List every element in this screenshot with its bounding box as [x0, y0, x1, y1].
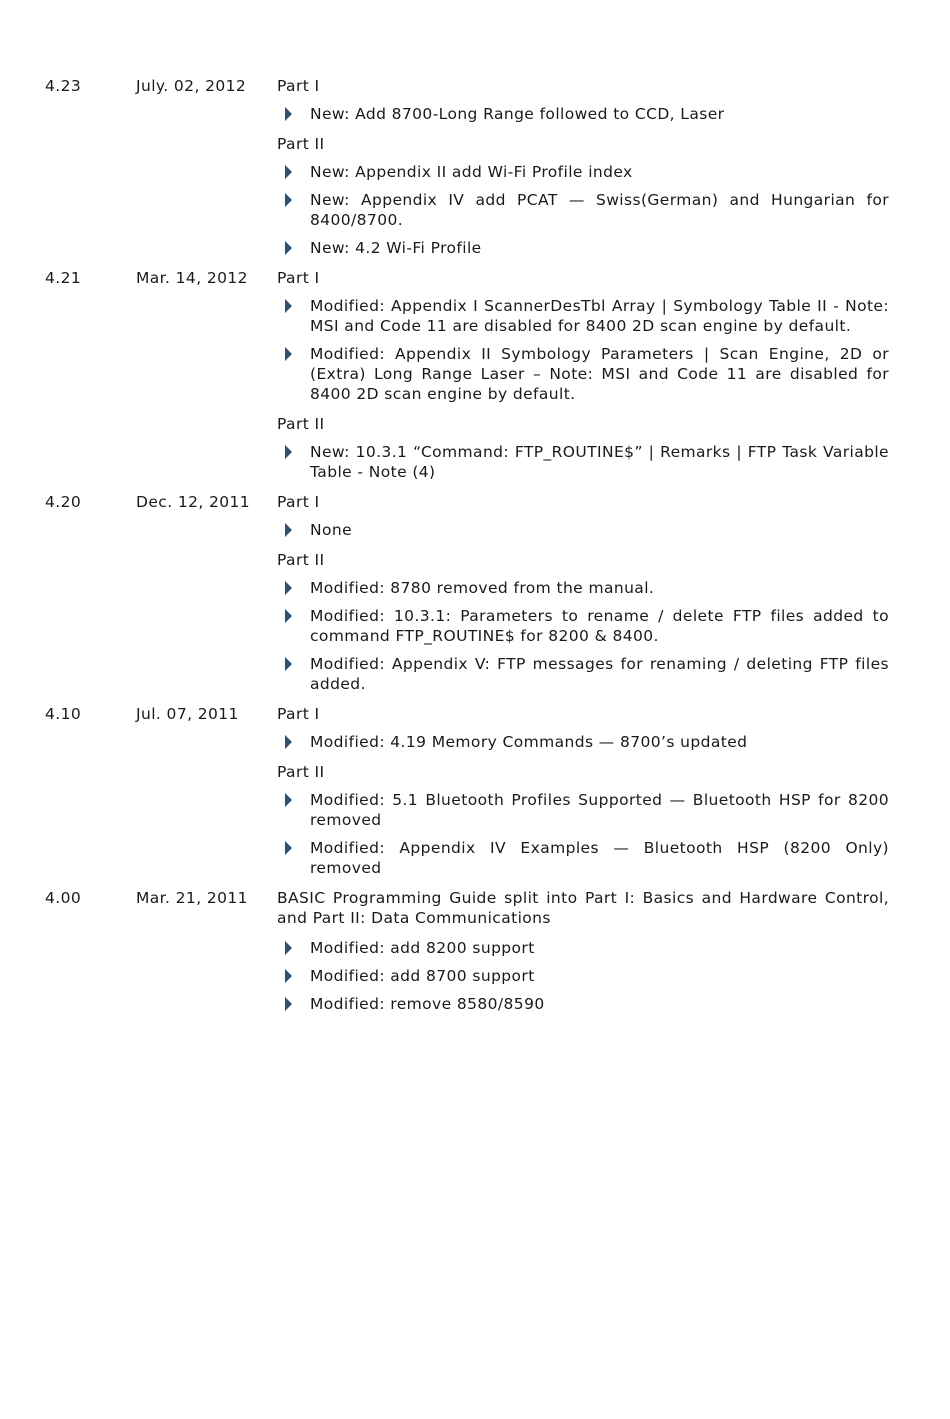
bullet-arrow-icon — [285, 609, 292, 623]
section-header: Part I — [277, 705, 320, 723]
list-item — [277, 790, 889, 838]
list-item — [277, 838, 889, 886]
bullet-arrow-icon — [285, 107, 292, 121]
section-header: Part I — [277, 77, 320, 95]
list-item — [277, 994, 889, 1022]
revision-date: Dec. 12, 2011 — [136, 493, 251, 511]
item-text: Modified: add 8700 support — [310, 967, 535, 985]
item-text: Modified: 8780 removed from the manual. — [310, 579, 655, 597]
item-text: Modified: add 8200 support — [310, 939, 535, 957]
revision-history — [0, 74, 950, 1022]
version-number: 4.21 — [45, 269, 82, 287]
revision-entry — [0, 266, 950, 490]
bullet-arrow-icon — [285, 969, 292, 983]
bullet-arrow-icon — [285, 445, 292, 459]
version-number: 4.10 — [45, 705, 82, 723]
bullet-arrow-icon — [285, 841, 292, 855]
item-text: Modified: 10.3.1: Parameters to rename / delete FTP files added to command FTP_ROUTINE$ for 8200 & 8400. — [310, 607, 889, 645]
bullet-arrow-icon — [285, 241, 292, 255]
version-number: 4.00 — [45, 889, 82, 907]
item-text: New: 10.3.1 “Command: FTP_ROUTINE$” | Remarks | FTP Task Variable Table - Note (4) — [310, 443, 889, 481]
revision-entry — [0, 886, 950, 1022]
item-text: Modified: 5.1 Bluetooth Profiles Supported — Bluetooth HSP for 8200 removed — [310, 791, 889, 829]
version-number: 4.23 — [45, 77, 82, 95]
list-item — [277, 520, 889, 548]
list-item — [277, 578, 889, 606]
version-number: 4.20 — [45, 493, 82, 511]
section-header: Part II — [277, 551, 325, 569]
list-item — [277, 344, 889, 412]
list-item — [277, 938, 889, 966]
item-text: New: Add 8700-Long Range followed to CCD, Laser — [310, 105, 725, 123]
revision-entry — [0, 74, 950, 266]
revision-date: Jul. 07, 2011 — [136, 705, 239, 723]
item-text: Modified: 4.19 Memory Commands — 8700’s updated — [310, 733, 748, 751]
revision-entry — [0, 702, 950, 886]
bullet-arrow-icon — [285, 347, 292, 361]
bullet-arrow-icon — [285, 193, 292, 207]
item-text: New: Appendix II add Wi-Fi Profile index — [310, 163, 633, 181]
item-text: Modified: remove 8580/8590 — [310, 995, 545, 1013]
section-header: Part II — [277, 763, 325, 781]
bullet-arrow-icon — [285, 299, 292, 313]
list-item — [277, 654, 889, 702]
revision-date: Mar. 14, 2012 — [136, 269, 248, 287]
section-header: Part I — [277, 493, 320, 511]
item-text: Modified: Appendix IV Examples — Bluetooth HSP (8200 Only) removed — [310, 839, 889, 877]
item-text: Modified: Appendix II Symbology Parameters | Scan Engine, 2D or (Extra) Long Range Laser – Note: MSI and Code 11 are disabled for 8400 2D scan engine by default. — [310, 345, 889, 403]
section-header: Part I — [277, 269, 320, 287]
section-header: Part II — [277, 415, 325, 433]
bullet-arrow-icon — [285, 165, 292, 179]
revision-date: July. 02, 2012 — [136, 77, 247, 95]
list-item — [277, 190, 889, 238]
section-header: Part II — [277, 135, 325, 153]
list-item — [277, 162, 889, 190]
bullet-arrow-icon — [285, 581, 292, 595]
bullet-arrow-icon — [285, 997, 292, 1011]
item-text: New: 4.2 Wi-Fi Profile — [310, 239, 482, 257]
bullet-arrow-icon — [285, 941, 292, 955]
item-text: Modified: Appendix V: FTP messages for renaming / deleting FTP files added. — [310, 655, 889, 693]
bullet-arrow-icon — [285, 793, 292, 807]
bullet-arrow-icon — [285, 735, 292, 749]
list-item — [277, 296, 889, 344]
list-item — [277, 732, 889, 760]
list-item — [277, 442, 889, 490]
item-text: New: Appendix IV add PCAT — Swiss(German) and Hungarian for 8400/8700. — [310, 191, 889, 229]
item-text: None — [310, 521, 353, 539]
revision-entry — [0, 490, 950, 702]
revision-date: Mar. 21, 2011 — [136, 889, 248, 907]
revision-intro: BASIC Programming Guide split into Part I: Basics and Hardware Control, and Part II: Data Communications — [277, 889, 889, 927]
list-item — [277, 606, 889, 654]
bullet-arrow-icon — [285, 657, 292, 671]
list-item — [277, 238, 889, 266]
item-text: Modified: Appendix I ScannerDesTbl Array | Symbology Table II - Note: MSI and Code 11 are disabled for 8400 2D scan engine by default. — [310, 297, 889, 335]
bullet-arrow-icon — [285, 523, 292, 537]
list-item — [277, 966, 889, 994]
list-item — [277, 104, 889, 132]
